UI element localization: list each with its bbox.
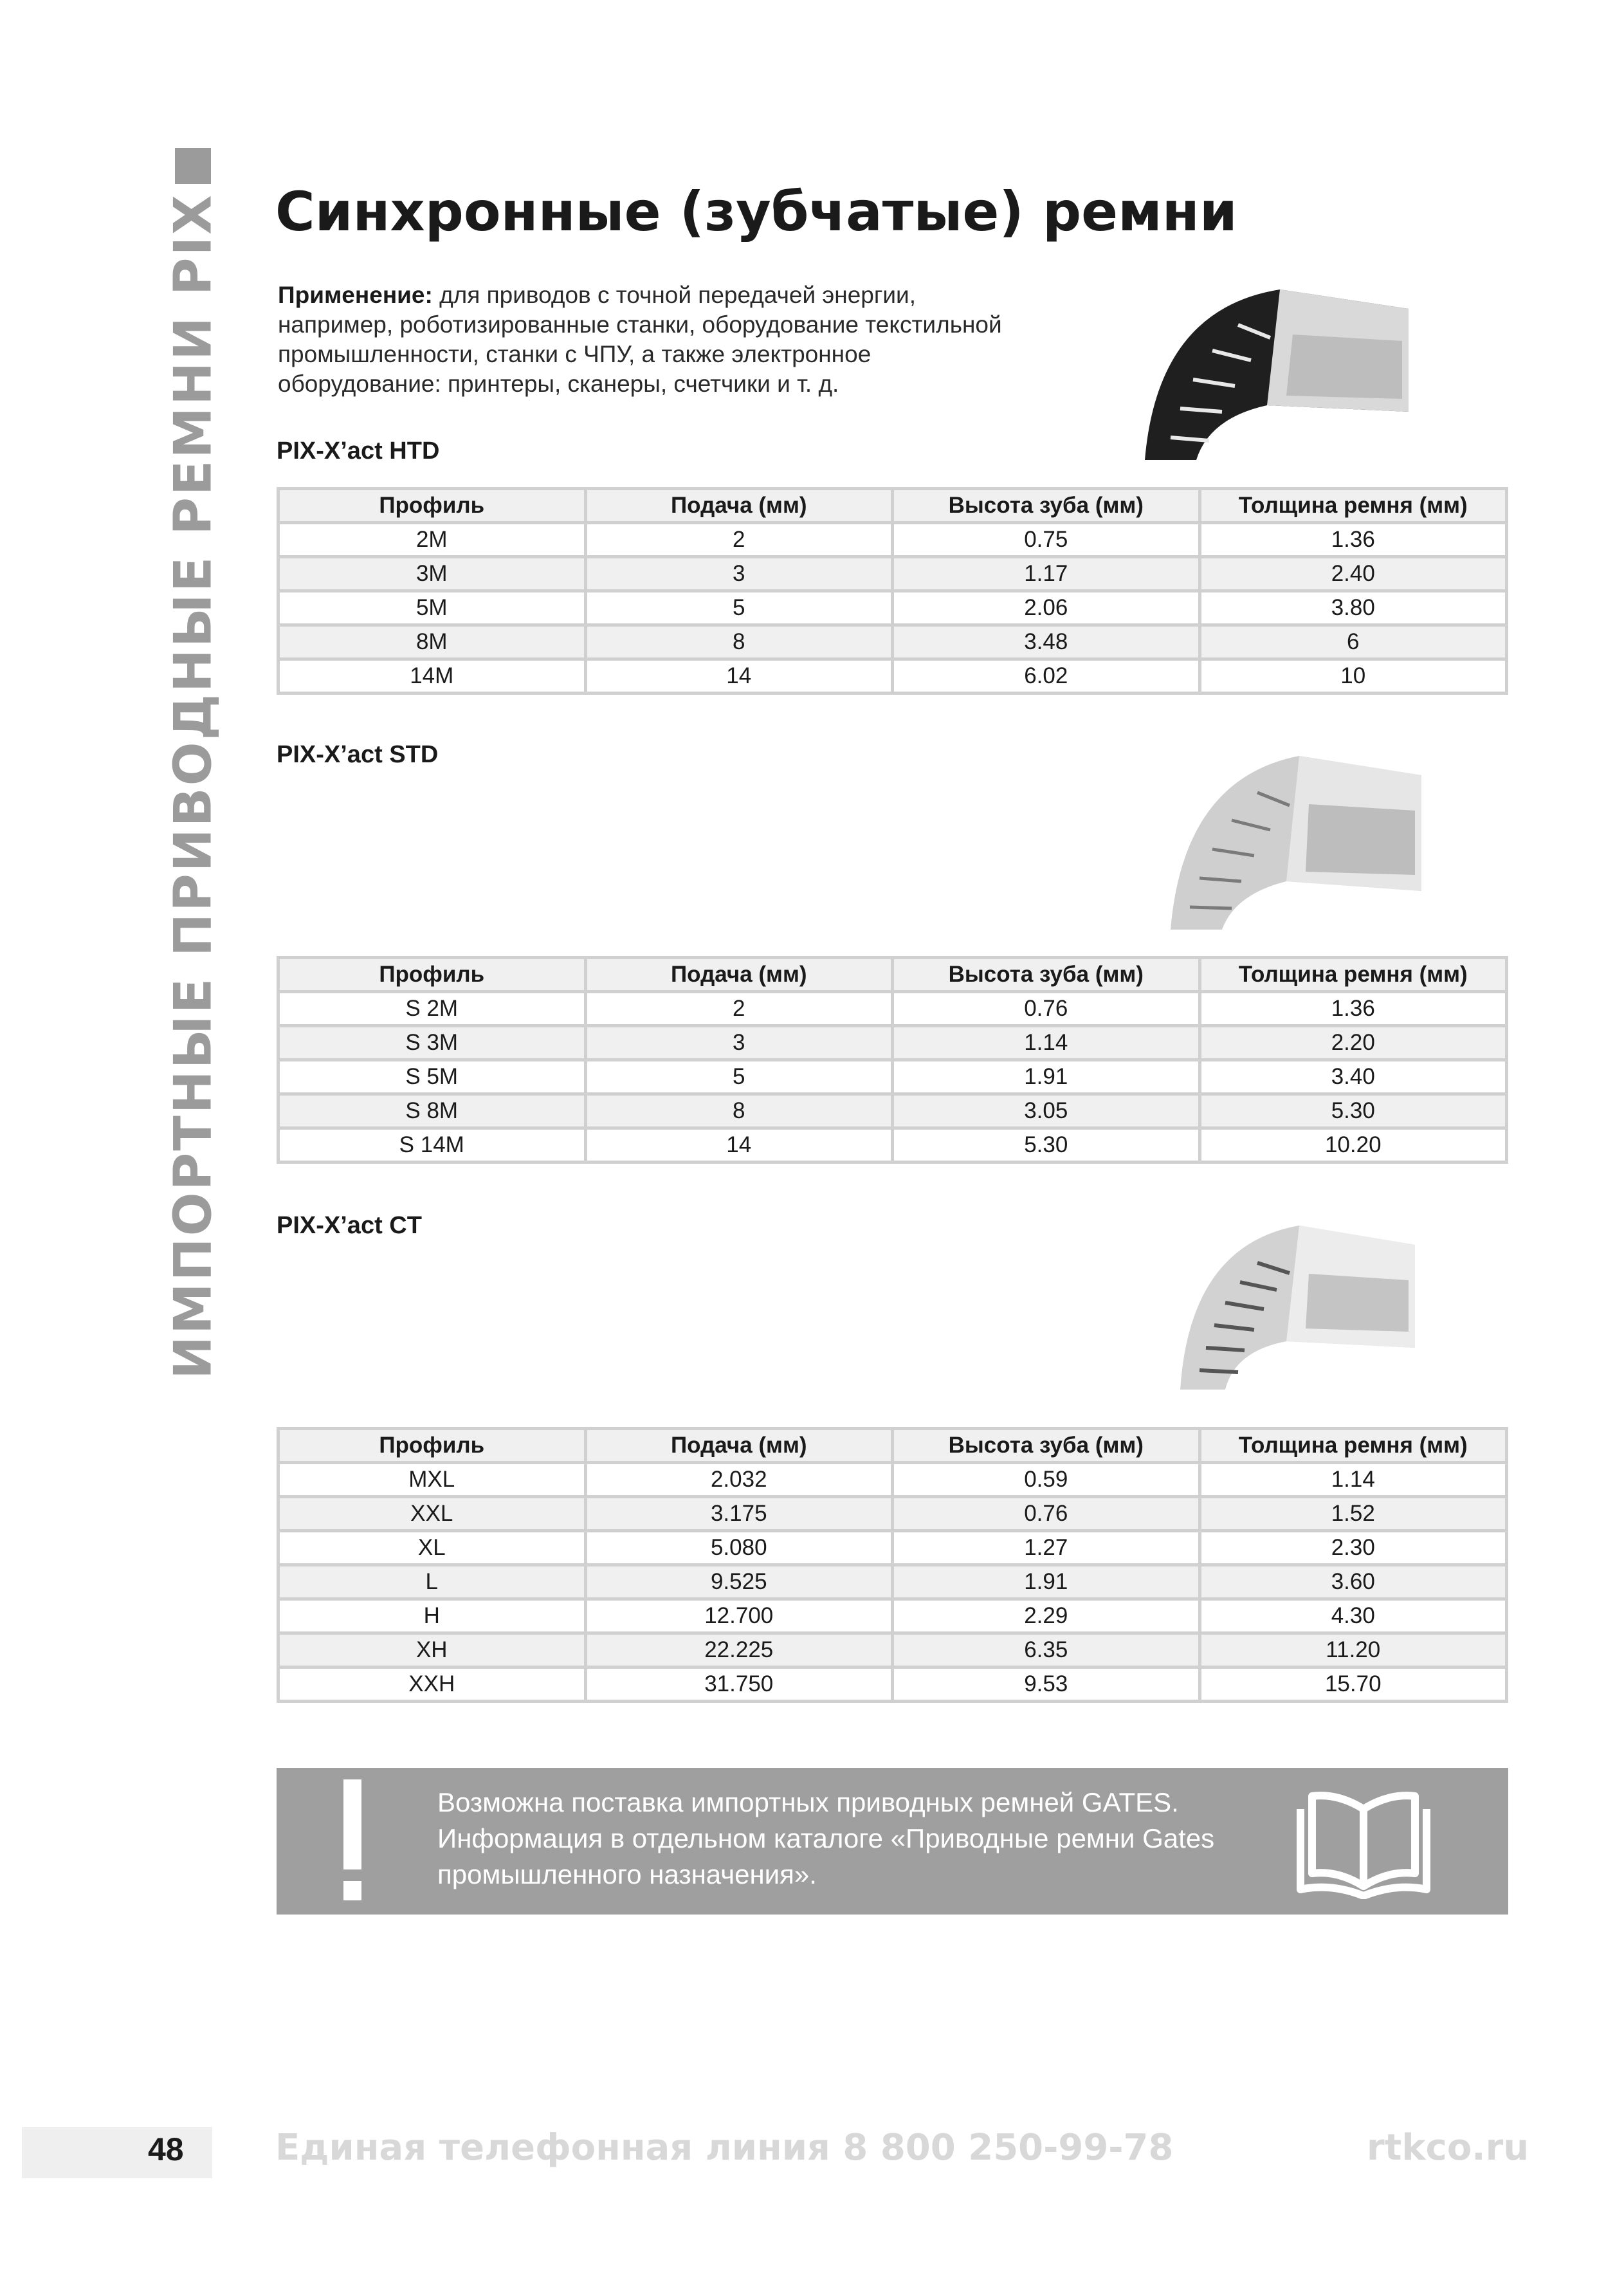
table-cell: 14 [585, 659, 893, 693]
table-cell: XXH [278, 1667, 586, 1702]
table-cell: S 14M [278, 1128, 586, 1162]
table-cell: 5.30 [1200, 1094, 1507, 1128]
table-cell: XH [278, 1633, 586, 1667]
table-cell: S 5M [278, 1060, 586, 1094]
table-cell: 14 [585, 1128, 893, 1162]
table-header-row [278, 958, 1507, 992]
table-cell: 5.30 [893, 1128, 1200, 1162]
table-cell: 5.080 [585, 1531, 893, 1565]
section-title-std: PIX-X’act STD [277, 741, 439, 768]
table-cell: 3.80 [1200, 591, 1507, 625]
table-cell: S 2M [278, 992, 586, 1026]
intro-label: Применение: [278, 282, 433, 308]
table-cell: 1.14 [893, 1026, 1200, 1060]
table-row [278, 591, 1507, 625]
table-cell: 5M [278, 591, 586, 625]
table-cell: XXL [278, 1497, 586, 1531]
page-title: Синхронные (зубчатые) ремни [275, 180, 1237, 243]
table-cell: 3.48 [893, 625, 1200, 659]
table-row [278, 1667, 1507, 1702]
table-row [278, 992, 1507, 1026]
table-row [278, 1128, 1507, 1162]
table-cell: 15.70 [1200, 1667, 1507, 1702]
column-header: Толщина ремня (мм) [1200, 1429, 1507, 1463]
table-cell: 3M [278, 557, 586, 591]
table-cell: 2 [585, 992, 893, 1026]
table-row [278, 1633, 1507, 1667]
table-cell: 6.02 [893, 659, 1200, 693]
footer-website: rtkco.ru [1367, 2127, 1529, 2169]
table-cell: 9.525 [585, 1565, 893, 1599]
table-cell: S 3M [278, 1026, 586, 1060]
table-header-row [278, 1429, 1507, 1463]
table-cell: 9.53 [893, 1667, 1200, 1702]
column-header: Высота зуба (мм) [893, 1429, 1200, 1463]
table-cell: 12.700 [585, 1599, 893, 1633]
table-cell: 0.59 [893, 1463, 1200, 1497]
table-cell: 2.30 [1200, 1531, 1507, 1565]
table-row [278, 1026, 1507, 1060]
table-cell: 1.91 [893, 1565, 1200, 1599]
notice-message [437, 1785, 1338, 1893]
table-cell: 2.06 [893, 591, 1200, 625]
table-cell: 8 [585, 625, 893, 659]
table-cell: 1.17 [893, 557, 1200, 591]
column-header: Профиль [278, 958, 586, 992]
table-cell: 3 [585, 1026, 893, 1060]
table-row [278, 1463, 1507, 1497]
table-cell: 2M [278, 523, 586, 557]
table-cell: 1.91 [893, 1060, 1200, 1094]
section-title-ct: PIX-X’act CT [277, 1212, 422, 1239]
table-cell: S 8M [278, 1094, 586, 1128]
table-row [278, 659, 1507, 693]
table-cell: 3.175 [585, 1497, 893, 1531]
section-title-htd: PIX-X’act HTD [277, 437, 440, 464]
table-cell: 4.30 [1200, 1599, 1507, 1633]
column-header: Толщина ремня (мм) [1200, 489, 1507, 523]
column-header: Подача (мм) [585, 958, 893, 992]
table-cell: H [278, 1599, 586, 1633]
page-number: 48 [148, 2131, 184, 2167]
table-cell: 10 [1200, 659, 1507, 693]
side-label-text: ИМПОРТНЫЕ ПРИВОДНЫЕ РЕМНИ PIX [163, 193, 223, 1379]
spec-table-htd [277, 487, 1508, 695]
table-cell: 11.20 [1200, 1633, 1507, 1667]
table-cell: 2.29 [893, 1599, 1200, 1633]
column-header: Подача (мм) [585, 489, 893, 523]
table-cell: 3.60 [1200, 1565, 1507, 1599]
belt-image-htd [1132, 283, 1434, 463]
intro-text: для приводов с точной передачей энергии, например, роботизированные станки, оборудование текстильной промышленности, станки с ЧПУ, а также электронное оборудование: принтеры, сканеры, счетчики и т. д. [278, 282, 1002, 397]
spec-table-std [277, 956, 1508, 1164]
column-header: Профиль [278, 1429, 586, 1463]
intro-paragraph [278, 280, 1017, 399]
table-row [278, 1497, 1507, 1531]
table-row [278, 1599, 1507, 1633]
table-cell: 31.750 [585, 1667, 893, 1702]
table-cell: 6 [1200, 625, 1507, 659]
table-header-row [278, 489, 1507, 523]
table-cell: 22.225 [585, 1633, 893, 1667]
table-cell: 2.032 [585, 1463, 893, 1497]
table-cell: 8 [585, 1094, 893, 1128]
column-header: Толщина ремня (мм) [1200, 958, 1507, 992]
table-cell: 3.05 [893, 1094, 1200, 1128]
table-cell: 10.20 [1200, 1128, 1507, 1162]
table-cell: 2.20 [1200, 1026, 1507, 1060]
table-cell: 0.75 [893, 523, 1200, 557]
table-cell: 6.35 [893, 1633, 1200, 1667]
belt-image-std [1151, 746, 1447, 933]
book-icon [1293, 1783, 1434, 1899]
spec-table-ct [277, 1427, 1508, 1703]
table-row [278, 1094, 1507, 1128]
table-row [278, 1060, 1507, 1094]
table-cell: 0.76 [893, 992, 1200, 1026]
exclamation-icon [340, 1779, 365, 1902]
side-marker-square [175, 148, 211, 184]
table-cell: 14M [278, 659, 586, 693]
table-cell: 2.40 [1200, 557, 1507, 591]
footer-phone-line: Единая телефонная линия 8 800 250-99-78 [275, 2127, 1174, 2169]
table-cell: 5 [585, 1060, 893, 1094]
table-row [278, 1531, 1507, 1565]
table-cell: 3 [585, 557, 893, 591]
table-cell: 1.36 [1200, 992, 1507, 1026]
table-row [278, 1565, 1507, 1599]
table-cell: 2 [585, 523, 893, 557]
table-cell: MXL [278, 1463, 586, 1497]
table-row [278, 625, 1507, 659]
notice-box [277, 1768, 1508, 1915]
table-cell: 1.27 [893, 1531, 1200, 1565]
table-cell: L [278, 1565, 586, 1599]
column-header: Подача (мм) [585, 1429, 893, 1463]
table-cell: XL [278, 1531, 586, 1565]
notice-line: Информация в отдельном каталоге «Приводные ремни Gates [437, 1823, 1215, 1853]
table-cell: 3.40 [1200, 1060, 1507, 1094]
belt-image-ct [1164, 1219, 1434, 1393]
table-row [278, 523, 1507, 557]
table-cell: 1.14 [1200, 1463, 1507, 1497]
notice-line: Возможна поставка импортных приводных ремней GATES. [437, 1787, 1179, 1817]
table-cell: 5 [585, 591, 893, 625]
notice-line: промышленного назначения». [437, 1859, 817, 1889]
column-header: Высота зуба (мм) [893, 489, 1200, 523]
table-cell: 1.36 [1200, 523, 1507, 557]
table-cell: 8M [278, 625, 586, 659]
table-cell: 1.52 [1200, 1497, 1507, 1531]
column-header: Профиль [278, 489, 586, 523]
column-header: Высота зуба (мм) [893, 958, 1200, 992]
table-cell: 0.76 [893, 1497, 1200, 1531]
table-row [278, 557, 1507, 591]
